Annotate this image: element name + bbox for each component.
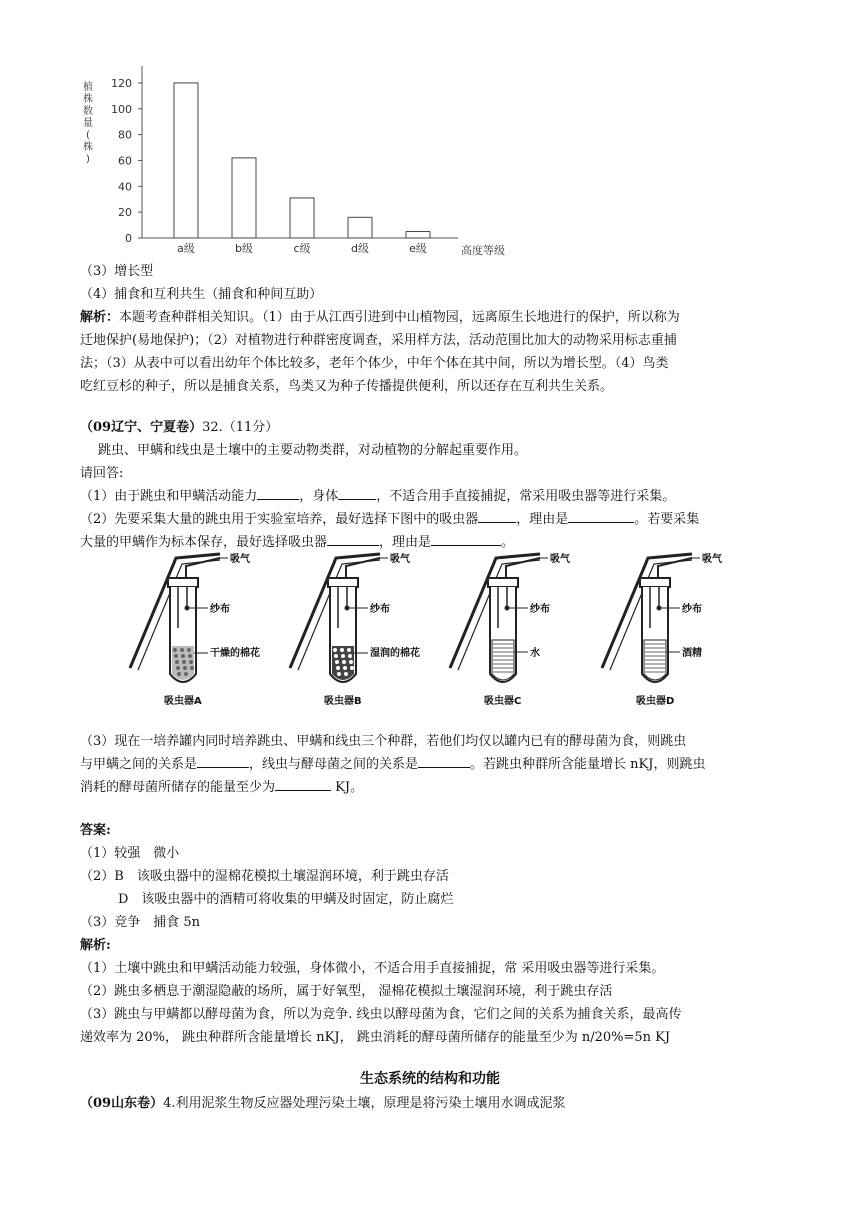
section-title: 生态系统的结构和功能 (360, 1071, 500, 1087)
suction-device-a (130, 552, 260, 707)
x-axis-label: 高度等级 (461, 244, 505, 257)
q3-blank-3[interactable] (275, 776, 331, 791)
gauze-label: 纱布 (530, 604, 550, 615)
device-name: 吸虫器C (484, 696, 522, 707)
prev-answer-3: （3）增长型 (80, 264, 154, 279)
question-prompt: 请回答: (80, 466, 124, 481)
device-name: 吸虫器B (324, 696, 362, 707)
prev-answer-4: （4）捕食和互利共生（捕食和种间互助） (80, 287, 323, 302)
stopper (328, 578, 358, 587)
q3-text-b: 与甲螨之间的关系是 (80, 757, 198, 772)
bar-5 (406, 232, 430, 238)
answer-1: （1）较强 微小 (80, 846, 180, 861)
y-axis-label: 植株数量(株) (83, 82, 93, 165)
question-3-line-1: （3）现在一培养罐内同时培养跳虫、甲螨和线虫三个种群，若他们均仅以罐内已有的酵母菌为食，则跳虫 (80, 734, 687, 749)
q2-text-c: 。若要采集 (634, 512, 700, 527)
y-tick-label: 20 (118, 206, 132, 220)
q2-blank-1[interactable] (478, 508, 516, 523)
question-2-line-1 (80, 508, 780, 531)
question-3-line-2 (80, 753, 780, 776)
y-tick-label: 120 (111, 76, 132, 90)
analysis-line-2: （2）跳虫多栖息于潮湿隐蔽的场所，属于好氧型， 湿棉花模拟土壤湿润环境，利于跳虫存活 (80, 984, 613, 999)
gauze-label: 纱布 (370, 604, 390, 615)
gauze (505, 606, 510, 611)
q1-blank-2[interactable] (338, 485, 376, 500)
question-header (80, 416, 780, 439)
q3-text-c: ，线虫与酵母菌之间的关系是 (249, 757, 419, 772)
q2-text-f: 。 (501, 535, 515, 550)
suction-device-c (450, 552, 571, 707)
y-tick-label: 40 (118, 180, 132, 194)
suction-device-d (602, 552, 723, 707)
x-tick-label: a级 (177, 242, 195, 255)
stopper (640, 578, 670, 587)
q3-blank-2[interactable] (418, 753, 470, 768)
question-number: 32.（11分） (202, 420, 279, 435)
device-name: 吸虫器A (164, 696, 202, 707)
analysis-line-1: （1）土壤中跳虫和甲螨活动能力较强，身体微小，不适合用手直接捕捉，常 采用吸虫器等进行采集。 (80, 961, 665, 976)
gauze-label: 纱布 (210, 604, 230, 615)
section-question (80, 1092, 780, 1115)
q2-text-b: ，理由是 (516, 512, 569, 527)
prev-analysis-line-3: 法；（3）从表中可以看出幼年个体比较多，老年个体少，中年个体在其中间，所以为增长型。（4）鸟类 (80, 356, 669, 371)
prev-analysis-text-1: 本题考查种群相关知识。（1）由于从江西引进到中山植物园，远离原生长地进行的保护，所以称为 (119, 310, 680, 325)
q3-text-d: 。若跳虫种群所含能量增长 nKJ，则跳虫 (470, 757, 706, 772)
analysis-line-3: （3）跳虫与甲螨都以酵母菌为食，所以为竞争. 线虫以酵母菌为食，它们之间的关系为捕食关系，最高传 (80, 1007, 682, 1022)
prev-analysis-line-2: 迁地保护(易地保护)；（2）对植物进行种群密度调查，采用样方法，活动范围比加大的动物采用标志重捕 (80, 333, 677, 348)
suction-label: 吸气 (390, 554, 410, 565)
q1-blank-1[interactable] (257, 485, 299, 500)
question-source: （09辽宁、宁夏卷） (80, 420, 203, 435)
y-tick-label: 0 (125, 232, 132, 245)
q2-blank-3[interactable] (327, 531, 379, 546)
stopper (488, 578, 518, 587)
prev-analysis-line-4: 吃红豆杉的种子，所以是捕食关系，鸟类又为种子传播提供便利，所以还存在互利共生关系。 (80, 379, 614, 394)
filling-label: 水 (530, 648, 540, 659)
question-3-line-3 (80, 776, 780, 799)
filling-label: 湿润的棉花 (370, 648, 420, 659)
analysis-line-4: 递效率为 20%， 跳虫种群所含能量增长 nKJ， 跳虫消耗的酵母菌所储存的能量至少为 n/20%=5n KJ (80, 1030, 671, 1045)
prev-analysis-label: 解析： (80, 310, 120, 325)
suction-apparatus-figure (110, 548, 730, 710)
x-tick-label: e级 (409, 242, 427, 255)
q2-text-e: ，理由是 (379, 535, 432, 550)
filling-label: 酒精 (682, 648, 702, 659)
answer-3: （3）竞争 捕食 5n (80, 915, 201, 930)
section-text: 4.利用泥浆生物反应器处理污染土壤，原理是将污染土壤用水调成泥浆 (163, 1096, 566, 1111)
prev-analysis-line-1 (80, 306, 780, 329)
q3-text-f: KJ。 (331, 780, 364, 795)
y-tick-label: 80 (118, 128, 132, 142)
q2-text-d: 大量的甲螨作为标本保存，最好选择吸虫器 (80, 535, 328, 550)
suction-label: 吸气 (230, 554, 250, 565)
x-tick-label: d级 (351, 242, 369, 255)
x-tick-label: b级 (235, 242, 253, 255)
suction-device-b (290, 552, 420, 707)
question-intro (80, 439, 780, 462)
question-1 (80, 485, 780, 508)
bar-3 (290, 198, 314, 238)
q2-text-a: （2）先要采集大量的跳虫用于实验室培养，最好选择下图中的吸虫器 (80, 512, 479, 527)
answer-label: 答案: (80, 823, 111, 838)
q3-blank-1[interactable] (197, 753, 249, 768)
device-name: 吸虫器D (636, 696, 675, 707)
bar-1 (174, 83, 198, 238)
suction-label: 吸气 (702, 554, 722, 565)
question-intro-text: 跳虫、甲螨和线虫是土壤中的主要动物类群，对动植物的分解起重要作用。 (98, 443, 528, 458)
y-tick-label: 100 (111, 102, 132, 116)
answer-2: （2）B 该吸虫器中的湿棉花模拟土壤湿润环境，利于跳虫存活 (80, 869, 449, 884)
section-source: （09山东卷） (80, 1096, 164, 1111)
q2-blank-4[interactable] (431, 531, 501, 546)
q1-text-b: ，身体 (299, 489, 339, 504)
bar-4 (348, 217, 372, 238)
analysis-label: 解析: (80, 938, 111, 953)
bar-2 (232, 158, 256, 238)
gauze (345, 606, 350, 611)
q3-text-e: 消耗的酵母菌所储存的能量至少为 (80, 780, 276, 795)
gauze (657, 606, 662, 611)
stopper (168, 578, 198, 587)
q2-blank-2[interactable] (568, 508, 634, 523)
q1-text-c: ，不适合用手直接捕捉，常采用吸虫器等进行采集。 (376, 489, 676, 504)
y-tick-label: 60 (118, 154, 132, 168)
gauze-label: 纱布 (682, 604, 702, 615)
suction-label: 吸气 (550, 554, 570, 565)
bar-chart (78, 60, 538, 265)
gauze (185, 606, 190, 611)
filling-label: 干燥的棉花 (210, 648, 260, 659)
x-tick-label: c级 (293, 242, 311, 255)
q1-text-a: （1）由于跳虫和甲螨活动能力 (80, 489, 258, 504)
answer-2-d: D 该吸虫器中的酒精可将收集的甲螨及时固定，防止腐烂 (118, 892, 454, 907)
